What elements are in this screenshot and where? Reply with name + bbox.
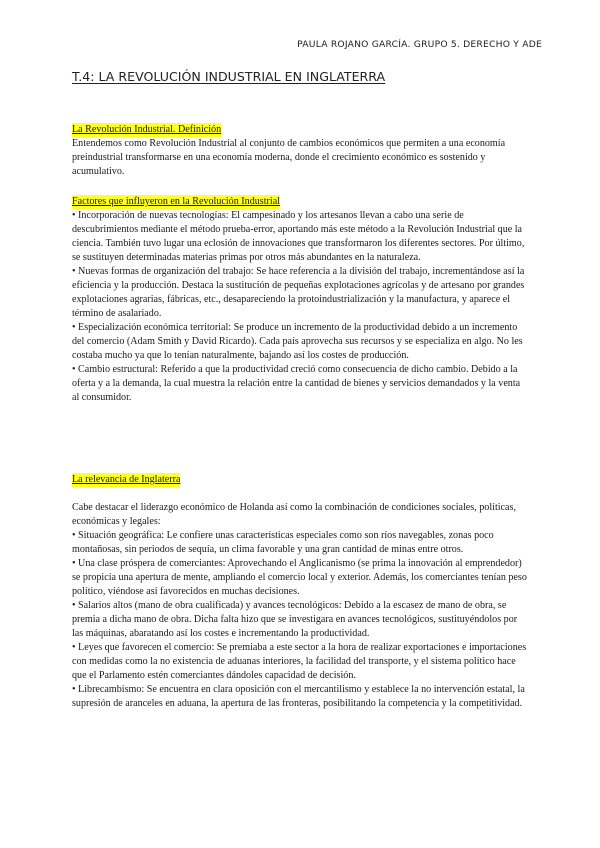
bullet-paragraph: • Incorporación de nuevas tecnologías: El campesinado y los artesanos llevan a cabo una serie de descubrimientos mediante el método prueba-error, aportando más este método a la Revolución Industrial que la ciencia. También tuvo lugar una eclosión de innovaciones que transformaron los diferentes sectores. Por último, se sustituyen determinadas materias primas por otros más abundantes en la naturaleza. bbox=[72, 210, 525, 263]
section-definition bbox=[72, 123, 528, 179]
intro-paragraph: Cabe destacar el liderazgo económico de Holanda así como la combinación de condiciones sociales, políticas, económicas y legales: bbox=[72, 502, 516, 527]
bullet-paragraph: • Especialización económica territorial: Se produce un incremento de la productividad debido a un incremento del comercio (Adam Smith y David Ricardo). Cada país aprovecha sus recursos y se especializa en algo. No les costaba mucho ya que lo tenían naturalmente, bajando así los costes de producción. bbox=[72, 322, 523, 361]
paragraph: Entendemos como Revolución Industrial al conjunto de cambios económicos que permiten a una economía preindustrial transformarse en una economía moderna, donde el crecimiento económico es sostenido y acumulativo. bbox=[72, 138, 506, 177]
bullet-paragraph: • Cambio estructural: Referido a que la productividad creció como consecuencia de dicho cambio. Debido a la oferta y a la demanda, la cual muestra la relación entre la cantidad de bienes y servicios demandados y la venta al consumidor. bbox=[72, 364, 521, 403]
bullet-paragraph: • Una clase próspera de comerciantes: Aprovechando el Anglicanismo (se prima la innovación al emprendedor) se propicia una apertura de mente, ampliando el comercio local y exterior. Además, los comerciantes tenían peso político, viéndose así favorecidos en muchas decisiones. bbox=[72, 558, 527, 597]
section-england-relevance bbox=[72, 473, 528, 711]
bullet-paragraph: • Librecambismo: Se encuentra en clara oposición con el mercantilismo y establece la no intervención estatal, la supresión de aranceles en aduana, la apertura de las fronteras, posibilitando la competencia y la competitividad. bbox=[72, 684, 525, 709]
author-header: PAULA ROJANO GARCÍA. GRUPO 5. DERECHO Y ADE bbox=[297, 39, 542, 50]
bullet-paragraph: • Leyes que favorecen el comercio: Se premiaba a este sector a la hora de realizar exportaciones e importaciones con medidas como la no existencia de aduanas interiores, la facilidad del transporte, y el sistema político hace que el Parlamento estén comerciantes dándoles capacidad de decisión. bbox=[72, 642, 527, 681]
bullet-paragraph: • Situación geográfica: Le confiere unas características especiales como son ríos navegables, zonas poco montañosas, sin periodos de sequía, un clima favorable y una gran cantidad de minas entre otros. bbox=[72, 530, 494, 555]
section-heading: La Revolución Industrial. Definición bbox=[72, 124, 222, 135]
section-heading: Factores que influyeron en la Revolución Industrial bbox=[72, 196, 280, 207]
bullet-paragraph: • Salarios altos (mano de obra cualificada) y avances tecnológicos: Debido a la escasez de mano de obra, se premia a dicha mano de obra. Dicha falta hizo que se investigara en avances tecnológicos, sustituyéndolos por las máquinas, abaratando así los costes e incrementando la productividad. bbox=[72, 600, 518, 639]
document-title: T.4: LA REVOLUCIÓN INDUSTRIAL EN INGLATERRA bbox=[72, 69, 386, 84]
section-factors bbox=[72, 195, 528, 405]
section-heading: La relevancia de Inglaterra bbox=[72, 474, 181, 485]
bullet-paragraph: • Nuevas formas de organización del trabajo: Se hace referencia a la división del trabajo, incrementándose así la eficiencia y la producción. Destaca la sustitución de pequeñas explotaciones agrícolas y de artesano por grandes explotaciones agrarias, fábricas, etc., desapareciendo la protoindustrialización y la manufactura, y aparece el término de asalariado. bbox=[72, 266, 525, 319]
